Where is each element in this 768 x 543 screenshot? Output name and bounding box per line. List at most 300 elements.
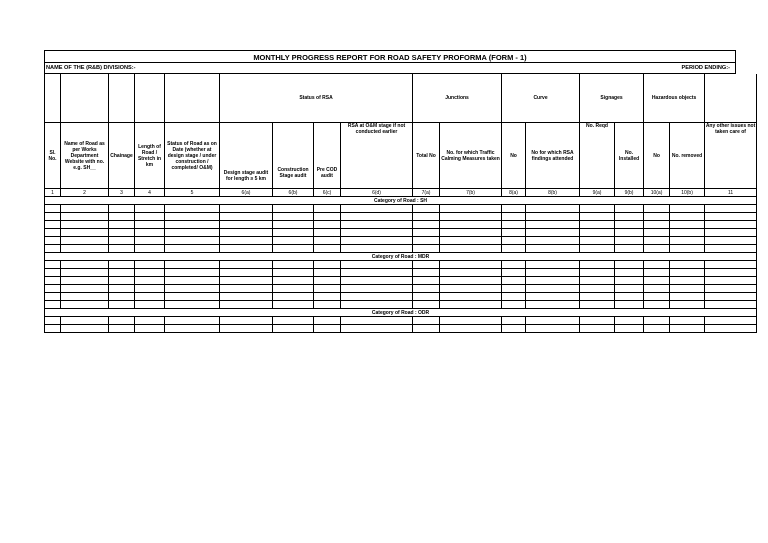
table-cell — [45, 317, 61, 325]
table-cell — [165, 229, 220, 237]
table-cell — [220, 245, 273, 253]
table-cell — [705, 269, 757, 277]
table-cell — [644, 269, 670, 277]
table-row — [45, 237, 757, 245]
category-label: Category of Road : ODR — [45, 309, 757, 317]
table-row — [45, 269, 757, 277]
table-cell — [705, 237, 757, 245]
table-cell — [705, 301, 757, 309]
table-cell — [644, 237, 670, 245]
table-cell — [526, 277, 580, 285]
table-cell — [670, 293, 705, 301]
header-rsa-findings: No for which RSA findings attended — [526, 123, 580, 189]
table-cell — [220, 277, 273, 285]
group-curve: Curve — [502, 74, 580, 123]
table-cell — [341, 269, 413, 277]
table-cell — [135, 285, 165, 293]
table-cell — [45, 325, 61, 333]
category-row — [45, 197, 757, 205]
table-cell — [109, 213, 135, 221]
table-cell — [165, 325, 220, 333]
table-row — [45, 325, 757, 333]
header-construction-stage: Construction Stage audit — [273, 123, 314, 189]
header-other-issues: Any other issues not taken care of — [705, 123, 757, 189]
table-cell — [45, 205, 61, 213]
table-cell — [615, 213, 644, 221]
table-cell — [314, 261, 341, 269]
column-number: 6(a) — [220, 189, 273, 197]
table-row — [45, 285, 757, 293]
table-cell — [580, 229, 615, 237]
table-cell — [314, 213, 341, 221]
table-cell — [705, 261, 757, 269]
table-cell — [165, 293, 220, 301]
table-cell — [165, 221, 220, 229]
table-cell — [615, 285, 644, 293]
table-cell — [580, 317, 615, 325]
table-cell — [135, 301, 165, 309]
table-cell — [670, 205, 705, 213]
table-cell — [615, 237, 644, 245]
table-cell — [135, 317, 165, 325]
sub-header-row — [45, 123, 757, 189]
table-cell — [670, 325, 705, 333]
table-cell — [61, 325, 109, 333]
table-row — [45, 301, 757, 309]
table-cell — [61, 245, 109, 253]
table-cell — [615, 229, 644, 237]
header-pre-cod: Pre COD audit — [314, 123, 341, 189]
table-cell — [220, 301, 273, 309]
table-cell — [273, 245, 314, 253]
table-cell — [644, 205, 670, 213]
table-cell — [61, 261, 109, 269]
table-cell — [502, 325, 526, 333]
column-number: 1 — [45, 189, 61, 197]
table-cell — [341, 325, 413, 333]
table-cell — [45, 237, 61, 245]
table-row — [45, 229, 757, 237]
table-cell — [273, 317, 314, 325]
table-cell — [526, 301, 580, 309]
column-number: 8(b) — [526, 189, 580, 197]
category-row — [45, 309, 757, 317]
table-cell — [440, 285, 502, 293]
table-cell — [314, 229, 341, 237]
table-cell — [220, 261, 273, 269]
table-cell — [705, 285, 757, 293]
table-cell — [220, 213, 273, 221]
table-cell — [273, 213, 314, 221]
table-cell — [580, 325, 615, 333]
table-cell — [61, 317, 109, 325]
table-cell — [440, 229, 502, 237]
form-title: MONTHLY PROGRESS REPORT FOR ROAD SAFETY PROFORMA (FORM - 1) — [44, 50, 736, 63]
table-cell — [502, 221, 526, 229]
table-cell — [440, 325, 502, 333]
column-number: 8(a) — [502, 189, 526, 197]
table-cell — [165, 213, 220, 221]
table-cell — [580, 301, 615, 309]
table-cell — [413, 213, 440, 221]
table-cell — [440, 237, 502, 245]
table-cell — [615, 293, 644, 301]
table-cell — [341, 261, 413, 269]
table-cell — [502, 269, 526, 277]
column-number: 10(b) — [670, 189, 705, 197]
table-cell — [135, 277, 165, 285]
table-cell — [440, 213, 502, 221]
table-cell — [220, 285, 273, 293]
column-number: 9(b) — [615, 189, 644, 197]
table-cell — [314, 293, 341, 301]
table-cell — [615, 317, 644, 325]
table-cell — [109, 261, 135, 269]
header-no-reqd: No. Reqd — [580, 123, 615, 189]
table-row — [45, 213, 757, 221]
table-cell — [341, 229, 413, 237]
table-cell — [705, 221, 757, 229]
table-cell — [413, 325, 440, 333]
table-cell — [440, 269, 502, 277]
table-cell — [45, 229, 61, 237]
table-cell — [314, 277, 341, 285]
table-row — [45, 293, 757, 301]
table-cell — [135, 237, 165, 245]
table-cell — [440, 261, 502, 269]
table-cell — [670, 213, 705, 221]
table-cell — [220, 269, 273, 277]
table-cell — [135, 325, 165, 333]
column-number: 7(a) — [413, 189, 440, 197]
table-cell — [109, 317, 135, 325]
table-cell — [61, 301, 109, 309]
table-cell — [670, 229, 705, 237]
table-cell — [440, 317, 502, 325]
table-cell — [670, 301, 705, 309]
table-cell — [413, 285, 440, 293]
table-cell — [273, 229, 314, 237]
table-cell — [615, 277, 644, 285]
table-cell — [109, 205, 135, 213]
table-cell — [220, 317, 273, 325]
table-cell — [670, 221, 705, 229]
table-cell — [502, 317, 526, 325]
table-cell — [526, 317, 580, 325]
table-cell — [135, 245, 165, 253]
table-cell — [580, 245, 615, 253]
header-total-no: Total No — [413, 123, 440, 189]
table-cell — [580, 221, 615, 229]
table-cell — [502, 245, 526, 253]
table-cell — [273, 221, 314, 229]
table-cell — [135, 229, 165, 237]
table-cell — [220, 237, 273, 245]
table-cell — [165, 285, 220, 293]
table-row — [45, 261, 757, 269]
table-cell — [644, 213, 670, 221]
table-cell — [45, 293, 61, 301]
table-cell — [705, 317, 757, 325]
table-cell — [61, 269, 109, 277]
table-cell — [45, 285, 61, 293]
table-cell — [670, 237, 705, 245]
table-cell — [165, 261, 220, 269]
table-cell — [644, 245, 670, 253]
column-number: 10(a) — [644, 189, 670, 197]
category-row — [45, 253, 757, 261]
table-cell — [314, 301, 341, 309]
table-cell — [341, 285, 413, 293]
table-cell — [615, 245, 644, 253]
table-cell — [165, 237, 220, 245]
header-hazard-no: No — [644, 123, 670, 189]
table-row — [45, 277, 757, 285]
table-cell — [705, 245, 757, 253]
table-cell — [273, 205, 314, 213]
table-cell — [413, 277, 440, 285]
table-cell — [502, 293, 526, 301]
table-cell — [109, 237, 135, 245]
table-cell — [580, 261, 615, 269]
column-number-row — [45, 189, 757, 197]
table-cell — [45, 245, 61, 253]
table-cell — [580, 277, 615, 285]
column-number: 6(d) — [341, 189, 413, 197]
table-cell — [644, 301, 670, 309]
table-cell — [413, 245, 440, 253]
column-number: 11 — [705, 189, 757, 197]
table-cell — [45, 213, 61, 221]
table-cell — [45, 221, 61, 229]
group-header-row — [45, 74, 757, 123]
progress-table — [44, 74, 757, 333]
table-cell — [109, 229, 135, 237]
table-cell — [314, 269, 341, 277]
table-cell — [61, 221, 109, 229]
table-cell — [165, 277, 220, 285]
table-cell — [220, 293, 273, 301]
table-cell — [61, 213, 109, 221]
table-cell — [644, 277, 670, 285]
table-cell — [615, 301, 644, 309]
table-cell — [413, 261, 440, 269]
table-cell — [341, 301, 413, 309]
table-row — [45, 205, 757, 213]
table-cell — [440, 221, 502, 229]
table-cell — [526, 213, 580, 221]
header-no-installed: No. Installed — [615, 123, 644, 189]
header-curve-no: No — [502, 123, 526, 189]
table-cell — [109, 245, 135, 253]
table-cell — [580, 213, 615, 221]
table-cell — [580, 285, 615, 293]
column-number: 5 — [165, 189, 220, 197]
table-cell — [502, 285, 526, 293]
header-bar — [44, 63, 736, 74]
table-cell — [109, 285, 135, 293]
table-cell — [220, 229, 273, 237]
table-cell — [61, 237, 109, 245]
table-cell — [526, 221, 580, 229]
table-cell — [644, 221, 670, 229]
table-cell — [109, 277, 135, 285]
group-signages: Signages — [580, 74, 644, 123]
table-cell — [314, 325, 341, 333]
table-cell — [615, 325, 644, 333]
table-cell — [644, 325, 670, 333]
table-cell — [580, 269, 615, 277]
table-cell — [165, 317, 220, 325]
table-cell — [314, 285, 341, 293]
table-cell — [644, 261, 670, 269]
table-cell — [135, 205, 165, 213]
table-cell — [314, 245, 341, 253]
table-cell — [502, 229, 526, 237]
table-cell — [502, 237, 526, 245]
table-cell — [273, 261, 314, 269]
table-cell — [526, 229, 580, 237]
table-cell — [705, 213, 757, 221]
table-cell — [109, 269, 135, 277]
header-name-of-road: Name of Road as per Works Department Website with no. e.g. SH__ — [61, 123, 109, 189]
table-cell — [273, 237, 314, 245]
group-junctions: Junctions — [413, 74, 502, 123]
table-cell — [165, 301, 220, 309]
table-cell — [220, 325, 273, 333]
table-cell — [61, 285, 109, 293]
header-length: Length of Road / Stretch in km — [135, 123, 165, 189]
table-cell — [670, 277, 705, 285]
column-number: 6(b) — [273, 189, 314, 197]
table-cell — [705, 205, 757, 213]
table-cell — [440, 301, 502, 309]
division-label: NAME OF THE (R&B) DIVISIONS:- — [46, 65, 136, 71]
table-cell — [341, 205, 413, 213]
category-label: Category of Road : MDR — [45, 253, 757, 261]
table-cell — [440, 277, 502, 285]
table-cell — [273, 285, 314, 293]
table-cell — [526, 261, 580, 269]
table-cell — [314, 221, 341, 229]
table-cell — [502, 277, 526, 285]
table-cell — [45, 261, 61, 269]
header-design-stage: Design stage audit for length ≥ 5 km — [220, 123, 273, 189]
table-cell — [165, 205, 220, 213]
table-cell — [273, 301, 314, 309]
table-cell — [341, 277, 413, 285]
table-cell — [273, 325, 314, 333]
table-cell — [273, 293, 314, 301]
table-cell — [413, 237, 440, 245]
table-cell — [615, 269, 644, 277]
table-cell — [705, 325, 757, 333]
group-hazardous-objects: Hazardous objects — [644, 74, 705, 123]
table-cell — [580, 237, 615, 245]
table-cell — [314, 317, 341, 325]
table-cell — [135, 261, 165, 269]
table-cell — [61, 205, 109, 213]
column-number: 3 — [109, 189, 135, 197]
period-label: PERIOD ENDING:- — [681, 65, 730, 71]
table-cell — [61, 229, 109, 237]
header-no-removed: No. removed — [670, 123, 705, 189]
group-status-of-rsa: Status of RSA — [220, 74, 413, 123]
table-cell — [526, 205, 580, 213]
table-cell — [705, 277, 757, 285]
table-cell — [341, 221, 413, 229]
column-number: 2 — [61, 189, 109, 197]
column-number: 7(b) — [440, 189, 502, 197]
column-number: 6(c) — [314, 189, 341, 197]
header-sl-no: Sl. No. — [45, 123, 61, 189]
table-cell — [502, 301, 526, 309]
table-cell — [109, 221, 135, 229]
table-cell — [109, 293, 135, 301]
table-cell — [580, 205, 615, 213]
table-cell — [526, 269, 580, 277]
table-cell — [45, 269, 61, 277]
table-cell — [341, 213, 413, 221]
header-chainage: Chainage — [109, 123, 135, 189]
table-cell — [526, 325, 580, 333]
table-cell — [109, 301, 135, 309]
table-cell — [440, 245, 502, 253]
table-cell — [670, 285, 705, 293]
table-cell — [220, 221, 273, 229]
table-cell — [502, 213, 526, 221]
table-cell — [440, 205, 502, 213]
table-cell — [273, 269, 314, 277]
table-cell — [314, 205, 341, 213]
table-cell — [341, 237, 413, 245]
table-cell — [705, 229, 757, 237]
table-cell — [61, 277, 109, 285]
category-label: Category of Road : SH — [45, 197, 757, 205]
table-cell — [45, 301, 61, 309]
table-cell — [670, 245, 705, 253]
table-cell — [61, 293, 109, 301]
table-cell — [705, 293, 757, 301]
table-cell — [615, 205, 644, 213]
table-cell — [413, 317, 440, 325]
table-cell — [413, 293, 440, 301]
header-status: Status of Road as on Date (whether at design stage / under construction / completed/ O&M) — [165, 123, 220, 189]
table-row — [45, 245, 757, 253]
header-traffic-calming: No. for which Traffic Calming Measures taken — [440, 123, 502, 189]
table-cell — [440, 293, 502, 301]
table-cell — [670, 261, 705, 269]
table-cell — [526, 237, 580, 245]
table-cell — [644, 285, 670, 293]
column-number: 4 — [135, 189, 165, 197]
table-cell — [644, 317, 670, 325]
table-cell — [526, 285, 580, 293]
table-row — [45, 317, 757, 325]
table-cell — [135, 293, 165, 301]
table-cell — [502, 261, 526, 269]
column-number: 9(a) — [580, 189, 615, 197]
table-cell — [314, 237, 341, 245]
table-cell — [165, 245, 220, 253]
table-cell — [526, 293, 580, 301]
table-cell — [135, 213, 165, 221]
table-cell — [341, 317, 413, 325]
header-rsa-om: RSA at O&M stage if not conducted earlier — [341, 123, 413, 189]
table-cell — [45, 277, 61, 285]
table-cell — [580, 293, 615, 301]
table-cell — [615, 261, 644, 269]
